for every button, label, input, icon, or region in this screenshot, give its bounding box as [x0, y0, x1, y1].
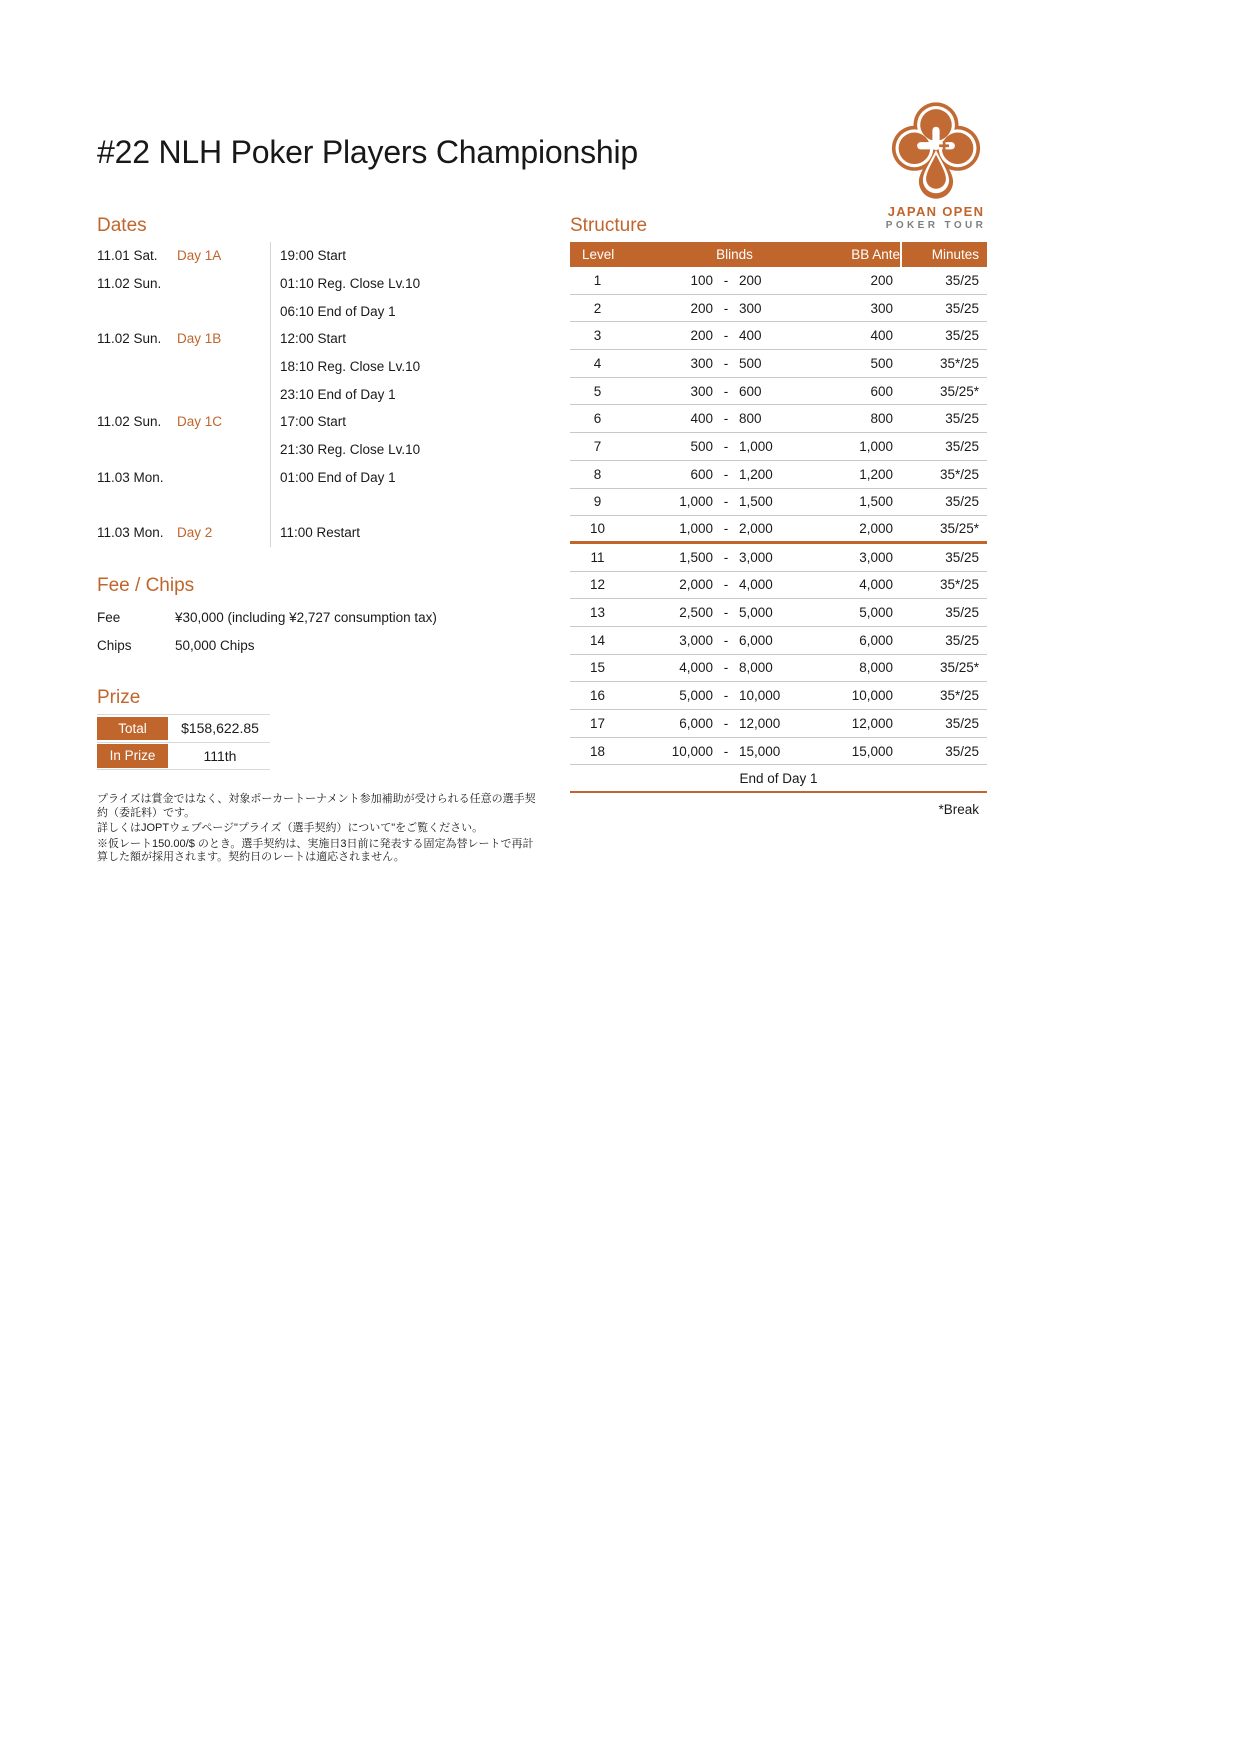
blinds-separator: - — [723, 521, 729, 537]
bb-ante-cell: 300 — [870, 300, 893, 316]
date-label — [97, 380, 177, 408]
chips-row — [97, 631, 537, 659]
bb-ante-cell: 500 — [870, 355, 893, 371]
structure-footer: End of Day 1 — [570, 765, 987, 793]
small-blind-cell: 2,000 — [679, 577, 713, 593]
level-cell: 6 — [593, 411, 602, 427]
level-cell: 10 — [589, 521, 606, 537]
blinds-separator: - — [723, 743, 729, 759]
small-blind-cell: 200 — [690, 328, 713, 344]
minutes-cell: 35*/25 — [939, 577, 979, 593]
level-cell: 2 — [593, 300, 602, 316]
structure-table — [570, 242, 987, 793]
bb-ante-cell: 10,000 — [851, 688, 893, 704]
bb-ante-cell: 600 — [870, 383, 893, 399]
time-label — [270, 491, 537, 519]
fee-chips-heading: Fee / Chips — [97, 575, 195, 596]
level-cell: 17 — [589, 715, 606, 731]
small-blind-cell: 2,500 — [679, 605, 713, 621]
day-label — [177, 464, 270, 492]
blinds-separator: - — [723, 494, 729, 510]
blinds-separator: - — [723, 272, 729, 288]
date-label — [97, 436, 177, 464]
date-label: 11.01 Sat. — [97, 248, 158, 264]
break-note: *Break — [938, 802, 979, 818]
bb-ante-cell: 400 — [870, 328, 893, 344]
bb-ante-cell: 1,500 — [859, 494, 893, 510]
bb-ante-cell: 2,000 — [859, 521, 893, 537]
structure-row — [570, 405, 987, 433]
small-blind-cell: 400 — [690, 411, 713, 427]
footnote-line-1: プライズは賞金ではなく、対象ポーカートーナメント参加補助が受けられる任意の選手契約（委託料）です。 — [97, 793, 536, 819]
bb-ante-cell: 200 — [870, 272, 893, 288]
logo-text-poker-tour: POKER TOUR — [885, 220, 987, 231]
time-label: 01:00 End of Day 1 — [270, 464, 537, 492]
column-header-minutes: Minutes — [900, 242, 987, 267]
day-label: Day 1A — [177, 248, 222, 264]
dates-row — [97, 270, 537, 298]
small-blind-cell: 500 — [690, 438, 713, 454]
blinds-separator: - — [723, 466, 729, 482]
dates-row — [97, 325, 537, 353]
dates-row — [97, 297, 537, 325]
bb-ante-cell: 6,000 — [859, 632, 893, 648]
bb-ante-cell: 3,000 — [859, 549, 893, 565]
prize-total-label: Total — [97, 717, 168, 741]
small-blind-cell: 5,000 — [679, 688, 713, 704]
footnote-line-3: ※仮レート150.00/$ のとき。選手契約は、実施日3日前に発表する固定為替レートで再計算した額が採用されます。契約日のレートは適応されません。 — [97, 837, 534, 863]
minutes-cell: 35*/25 — [939, 688, 979, 704]
blinds-separator: - — [723, 411, 729, 427]
small-blind-cell: 600 — [690, 466, 713, 482]
prize-total-row — [97, 715, 270, 743]
bb-ante-cell: 800 — [870, 411, 893, 427]
minutes-cell: 35/25 — [945, 300, 979, 316]
bb-ante-cell: 8,000 — [859, 660, 893, 676]
chips-label: Chips — [97, 637, 132, 653]
minutes-cell: 35/25 — [945, 632, 979, 648]
structure-row — [570, 267, 987, 295]
dates-row — [97, 242, 537, 270]
bb-ante-cell: 12,000 — [851, 715, 893, 731]
time-label: 19:00 Start — [270, 242, 537, 270]
date-label — [97, 491, 177, 519]
structure-heading: Structure — [570, 215, 648, 236]
date-label — [97, 297, 177, 325]
fee-chips-rows — [97, 603, 537, 659]
small-blind-cell: 3,000 — [679, 632, 713, 648]
minutes-cell: 35/25 — [945, 494, 979, 510]
minutes-cell: 35/25 — [945, 328, 979, 344]
big-blind-cell: 1,200 — [739, 466, 773, 482]
big-blind-cell: 10,000 — [739, 688, 781, 704]
blinds-separator: - — [723, 715, 729, 731]
big-blind-cell: 1,000 — [739, 438, 773, 454]
date-label: 11.03 Mon. — [97, 525, 164, 541]
minutes-cell: 35/25* — [939, 521, 979, 537]
level-cell: 4 — [593, 355, 602, 371]
time-label: 21:30 Reg. Close Lv.10 — [270, 436, 537, 464]
prize-inprize-value: 111th — [203, 747, 237, 764]
small-blind-cell: 100 — [690, 272, 713, 288]
level-cell: 7 — [593, 438, 602, 454]
bb-ante-cell: 1,000 — [859, 438, 893, 454]
level-cell: 16 — [589, 688, 606, 704]
fee-row — [97, 603, 537, 631]
big-blind-cell: 8,000 — [739, 660, 773, 676]
big-blind-cell: 300 — [739, 300, 762, 316]
jopt-logo — [875, 100, 997, 231]
prize-inprize-label: In Prize — [97, 744, 168, 768]
date-label: 11.02 Sun. — [97, 331, 162, 347]
dates-row-spacer — [97, 491, 537, 519]
dates-section — [97, 215, 537, 547]
prize-table — [97, 714, 270, 770]
big-blind-cell: 800 — [739, 411, 762, 427]
date-label: 11.03 Mon. — [97, 469, 164, 485]
day-label — [177, 436, 270, 464]
structure-row — [570, 295, 987, 323]
bb-ante-cell: 4,000 — [859, 577, 893, 593]
time-label: 12:00 Start — [270, 325, 537, 353]
structure-row — [570, 710, 987, 738]
minutes-cell: 35/25 — [945, 605, 979, 621]
minutes-cell: 35/25 — [945, 272, 979, 288]
time-label: 11:00 Restart — [270, 519, 537, 547]
chips-value: 50,000 Chips — [175, 637, 255, 653]
dates-row — [97, 408, 537, 436]
minutes-cell: 35/25 — [945, 411, 979, 427]
structure-row — [570, 655, 987, 683]
big-blind-cell: 2,000 — [739, 521, 773, 537]
small-blind-cell: 300 — [690, 355, 713, 371]
day-label — [177, 353, 270, 381]
small-blind-cell: 1,500 — [679, 549, 713, 565]
small-blind-cell: 4,000 — [679, 660, 713, 676]
time-label: 01:10 Reg. Close Lv.10 — [270, 270, 537, 298]
level-cell: 18 — [589, 743, 606, 759]
small-blind-cell: 300 — [690, 383, 713, 399]
minutes-cell: 35*/25 — [939, 466, 979, 482]
minutes-cell: 35/25 — [945, 549, 979, 565]
blinds-separator: - — [723, 328, 729, 344]
time-label: 06:10 End of Day 1 — [270, 297, 537, 325]
bb-ante-cell: 15,000 — [851, 743, 893, 759]
small-blind-cell: 6,000 — [679, 715, 713, 731]
structure-row — [570, 627, 987, 655]
big-blind-cell: 600 — [739, 383, 762, 399]
column-header-level: Level — [582, 247, 615, 262]
structure-row-day1-end — [570, 516, 987, 544]
fee-value: ¥30,000 (including ¥2,727 consumption tax) — [175, 609, 437, 625]
day-label — [177, 491, 270, 519]
blinds-separator: - — [723, 632, 729, 648]
column-header-blinds: Blinds — [716, 247, 753, 262]
date-label: 11.02 Sun. — [97, 276, 162, 292]
big-blind-cell: 1,500 — [739, 494, 773, 510]
big-blind-cell: 4,000 — [739, 577, 773, 593]
big-blind-cell: 15,000 — [739, 743, 781, 759]
logo-text-japan-open: JAPAN OPEN — [887, 204, 985, 219]
minutes-cell: 35/25* — [939, 660, 979, 676]
level-cell: 3 — [593, 328, 602, 344]
prize-total-value: $158,622.85 — [181, 720, 259, 737]
dates-row — [97, 464, 537, 492]
time-label: 18:10 Reg. Close Lv.10 — [270, 353, 537, 381]
day-label — [177, 380, 270, 408]
day-label: Day 2 — [177, 525, 213, 541]
blinds-separator: - — [723, 660, 729, 676]
minutes-cell: 35*/25 — [939, 355, 979, 371]
blinds-separator: - — [723, 438, 729, 454]
minutes-cell: 35/25* — [939, 383, 979, 399]
day-label: Day 1B — [177, 331, 222, 347]
time-label: 17:00 Start — [270, 408, 537, 436]
dates-row — [97, 353, 537, 381]
big-blind-cell: 400 — [739, 328, 762, 344]
bb-ante-cell: 1,200 — [859, 466, 893, 482]
minutes-cell: 35/25 — [945, 438, 979, 454]
level-cell: 1 — [593, 272, 602, 288]
level-cell: 13 — [589, 605, 606, 621]
dates-heading: Dates — [97, 215, 147, 236]
big-blind-cell: 6,000 — [739, 632, 773, 648]
blinds-separator: - — [723, 688, 729, 704]
small-blind-cell: 200 — [690, 300, 713, 316]
dates-row — [97, 519, 537, 547]
fee-chips-section — [97, 575, 537, 659]
level-cell: 14 — [589, 632, 606, 648]
minutes-cell: 35/25 — [945, 715, 979, 731]
footnotes — [97, 793, 542, 867]
level-cell: 9 — [593, 494, 602, 510]
blinds-separator: - — [723, 605, 729, 621]
level-cell: 11 — [590, 549, 605, 565]
prize-inprize-row — [97, 743, 270, 771]
structure-row — [570, 322, 987, 350]
column-header-bb-ante: BB Ante — [851, 247, 900, 262]
prize-heading: Prize — [97, 687, 141, 708]
blinds-separator: - — [723, 549, 729, 565]
day-label — [177, 297, 270, 325]
big-blind-cell: 3,000 — [739, 549, 773, 565]
structure-row — [570, 572, 987, 600]
level-cell: 15 — [589, 660, 606, 676]
blinds-separator: - — [723, 300, 729, 316]
day-label: Day 1C — [177, 414, 223, 430]
structure-row — [570, 489, 987, 517]
blinds-separator: - — [723, 355, 729, 371]
level-cell: 5 — [593, 383, 602, 399]
clover-logo-icon — [891, 100, 981, 202]
fee-label: Fee — [97, 609, 121, 625]
level-cell: 12 — [589, 577, 606, 593]
blinds-separator: - — [723, 383, 729, 399]
footnote-line-2: 詳しくはJOPTウェブページ"プライズ（選手契約）について"をご覧ください。 — [97, 822, 484, 834]
time-label: 23:10 End of Day 1 — [270, 380, 537, 408]
structure-row — [570, 350, 987, 378]
structure-table-header — [570, 242, 987, 267]
level-cell: 8 — [593, 466, 602, 482]
blinds-separator: - — [723, 577, 729, 593]
small-blind-cell: 1,000 — [679, 521, 713, 537]
day-label — [177, 270, 270, 298]
structure-row — [570, 544, 987, 572]
structure-row — [570, 378, 987, 406]
bb-ante-cell: 5,000 — [859, 605, 893, 621]
structure-row — [570, 461, 987, 489]
big-blind-cell: 12,000 — [739, 715, 781, 731]
prize-section — [97, 687, 397, 770]
structure-row — [570, 433, 987, 461]
page-title: #22 NLH Poker Players Championship — [97, 134, 639, 170]
big-blind-cell: 500 — [739, 355, 762, 371]
small-blind-cell: 1,000 — [679, 494, 713, 510]
dates-rows — [97, 242, 537, 547]
structure-row — [570, 738, 987, 766]
structure-section — [570, 215, 987, 817]
structure-row — [570, 682, 987, 710]
structure-row — [570, 599, 987, 627]
dates-row — [97, 380, 537, 408]
big-blind-cell: 200 — [739, 272, 762, 288]
date-label — [97, 353, 177, 381]
minutes-cell: 35/25 — [945, 743, 979, 759]
dates-row — [97, 436, 537, 464]
big-blind-cell: 5,000 — [739, 605, 773, 621]
date-label: 11.02 Sun. — [97, 414, 162, 430]
small-blind-cell: 10,000 — [671, 743, 713, 759]
